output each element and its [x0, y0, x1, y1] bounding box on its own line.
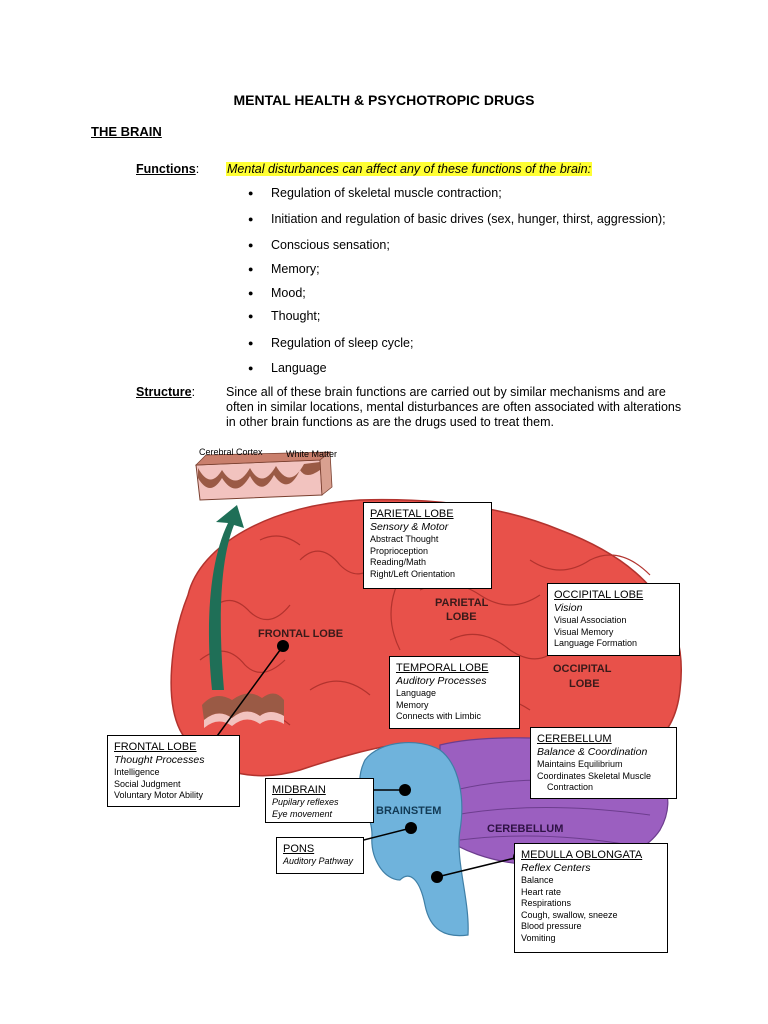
functions-colon: :: [195, 162, 200, 176]
callout-item: Balance: [521, 875, 554, 885]
cerebellum-callout: [530, 727, 677, 799]
occipital-region-label-line1: OCCIPITAL: [553, 663, 612, 675]
list-item: ● Memory;: [250, 262, 320, 276]
occipital-lobe-callout: [547, 583, 680, 656]
callout-item: Vomiting: [521, 932, 556, 943]
pons-callout: [276, 837, 364, 874]
white-matter-label: White Matter: [286, 449, 338, 459]
brainstem-shape: [360, 743, 468, 936]
frontal-region-label: FRONTAL LOBE: [258, 628, 344, 640]
structure-colon: :: [191, 385, 196, 399]
list-item: ● Language: [250, 361, 327, 375]
callout-item: Blood pressure: [521, 921, 582, 931]
callout-item: Visual Association: [554, 615, 627, 625]
callout-item: Heart rate: [521, 886, 562, 897]
callout-item: Voluntary Motor Ability: [114, 790, 204, 800]
callout-item: Eye movement: [272, 808, 333, 819]
structure-text: Since all of these brain functions are carried out by similar mechanisms and are often in similar locations, mental disturbances are often associated with alterations in other brain functions as are the drugs used to treat them.: [226, 385, 682, 429]
callout-title: PARIETAL LOBE: [370, 508, 454, 520]
callout-subtitle: Vision: [554, 602, 583, 614]
frontal-lobe-callout: [107, 735, 240, 807]
cortex-block-illustration: [196, 452, 332, 500]
callout-item: Cough, swallow, sneeze: [521, 909, 618, 920]
callout-item: Contraction: [547, 782, 594, 792]
callout-title: MEDULLA OBLONGATA: [521, 849, 643, 861]
structure-term: Structure: [136, 385, 192, 399]
callout-subtitle: Auditory Processes: [396, 675, 487, 687]
callout-item: Proprioception: [370, 545, 429, 556]
callout-subtitle: Sensory & Motor: [370, 521, 449, 533]
callout-item: Connects with Limbic: [396, 711, 482, 721]
callout-item: Pupilary reflexes: [272, 797, 339, 807]
callout-item: Intelligence: [114, 767, 160, 777]
callout-item: Auditory Pathway: [283, 856, 354, 866]
list-item: ● Conscious sensation;: [250, 238, 390, 252]
section-heading: THE BRAIN: [91, 124, 162, 139]
callout-item: Memory: [396, 699, 429, 710]
medulla-oblongata-callout: [514, 843, 668, 953]
functions-term: Functions: [136, 162, 196, 176]
callout-item: Reading/Math: [370, 557, 427, 567]
midbrain-callout: [265, 778, 374, 823]
callout-item: Coordinates Skeletal Muscle: [537, 770, 652, 781]
callout-title: TEMPORAL LOBE: [396, 662, 489, 674]
list-item: ● Regulation of skeletal muscle contraction;: [250, 186, 502, 200]
parietal-region-label-line2: LOBE: [446, 611, 477, 623]
callout-title: PONS: [283, 843, 315, 855]
temporal-lobe-callout: [389, 656, 520, 729]
callout-title: MIDBRAIN: [272, 784, 326, 796]
callout-title: OCCIPITAL LOBE: [554, 589, 644, 601]
document-title: MENTAL HEALTH & PSYCHOTROPIC DRUGS: [233, 92, 535, 108]
callout-title: FRONTAL LOBE: [114, 741, 197, 753]
brainstem-region-label: BRAINSTEM: [376, 805, 442, 817]
callout-item: Language Formation: [554, 638, 638, 648]
functions-intro-highlight: Mental disturbances can affect any of these functions of the brain:: [227, 162, 592, 176]
list-item: ● Regulation of sleep cycle;: [250, 336, 413, 350]
callout-subtitle: Reflex Centers: [521, 862, 591, 874]
callout-item: Social Judgment: [114, 778, 181, 789]
callout-title: CEREBELLUM: [537, 733, 612, 745]
callout-item: Maintains Equilibrium: [537, 759, 623, 769]
callout-item: Abstract Thought: [370, 534, 439, 544]
parietal-lobe-callout: [363, 502, 492, 589]
callout-subtitle: Thought Processes: [114, 754, 205, 766]
list-item: ● Initiation and regulation of basic drives (sex, hunger, thirst, aggression);: [250, 212, 666, 226]
list-item: ● Thought;: [250, 309, 320, 323]
callout-item: Respirations: [521, 898, 572, 908]
occipital-region-label-line2: LOBE: [569, 678, 600, 690]
cerebellum-region-label: CEREBELLUM: [487, 823, 564, 835]
cerebral-cortex-label: Cerebral Cortex: [199, 447, 263, 457]
parietal-region-label-line1: PARIETAL: [435, 597, 489, 609]
list-item: ● Mood;: [250, 286, 306, 300]
callout-item: Language: [396, 688, 437, 698]
callout-subtitle: Balance & Coordination: [537, 746, 648, 758]
callout-item: Visual Memory: [554, 626, 614, 637]
callout-item: Right/Left Orientation: [370, 568, 456, 579]
